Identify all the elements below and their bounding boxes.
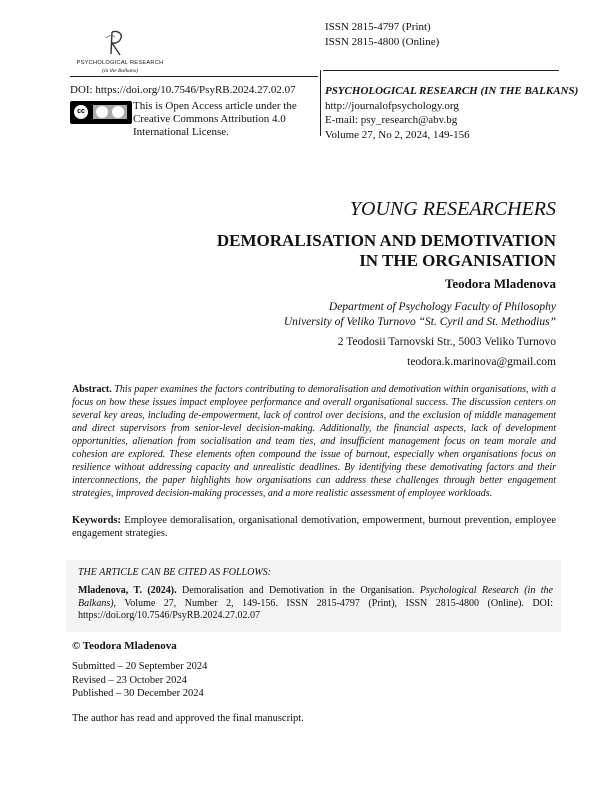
journal-email[interactable]: E-mail: psy_research@abv.bg (325, 114, 458, 126)
article-title-line-2: IN THE ORGANISATION (359, 251, 556, 270)
section-label: YOUNG RESEARCHERS (349, 198, 556, 220)
journal-logo-icon (100, 28, 130, 58)
citation-rest: Volume 27, Number 2, 149-156. ISSN 2815-4797 (Print), ISSN 2815-4800 (Online). DOI: https://doi.org/10.7546/PsyRB.2024.27.02.07 (78, 597, 553, 621)
author-address: 2 Teodosii Tarnovski Str., 5003 Veliko Turnovo (337, 336, 556, 348)
logo-name: PSYCHOLOGICAL RESEARCH (76, 60, 164, 66)
abstract (72, 383, 556, 500)
citation-text (78, 585, 553, 623)
keywords-label: Keywords: (72, 515, 121, 526)
by-icon (93, 105, 127, 119)
citation-author: Mladenova, T. (2024). (78, 585, 177, 596)
journal-logo (70, 28, 164, 80)
author-affiliation (284, 300, 556, 330)
issn-block (325, 20, 439, 50)
keywords-text: Employee demoralisation, organisational demotivation, empowerment, burnout prevention, employee engagement strategies. (72, 515, 556, 539)
abstract-text: This paper examines the factors contributing to demoralisation and demotivation within organisations, with a focus on how these issues impact employee performance and overall organisational success. The discussion centers on several key areas, including de-empowerment, lack of control over decisions, and the exclusion of middle management and direct supervisors from senior-level decision-making. Additionally, the financial aspects, lack of development opportunities, alienation from socialisation and team ties, and insufficient management focus on team morale and cohesion are explored. These elements often compound the issue of burnout, especially when organisations focus on resilience without addressing capacity and unrealistic deadlines. By identifying these demotivating factors and their interconnections, the paper highlights how organisations can address these challenges through better engagement strategies, improved decision-making processes, and a more realistic assessment of employee workloads. (72, 384, 557, 499)
journal-url[interactable]: http://journalofpsychology.org (325, 99, 459, 112)
issn-print: ISSN 2815-4797 (Print) (325, 21, 431, 33)
article-title (217, 231, 556, 271)
affiliation-line-2: University of Veliko Turnovo “St. Cyril and St. Methodius” (283, 316, 556, 328)
journal-info (325, 84, 578, 142)
date-revised: Revised – 23 October 2024 (72, 674, 187, 686)
author-name: Teodora Mladenova (444, 276, 556, 291)
date-published: Published – 30 December 2024 (72, 688, 204, 699)
affiliation-line-1: Department of Psychology Faculty of Philosophy (328, 301, 556, 313)
copyright: © Teodora Mladenova (72, 640, 177, 652)
journal-volume: Volume 27, No 2, 2024, 149-156 (325, 128, 470, 141)
cc-by-icon[interactable] (70, 101, 132, 124)
doi-link[interactable]: DOI: https://doi.org/10.7546/PsyRB.2024.27.02.07 (70, 84, 296, 96)
article-title-line-1: DEMORALISATION AND DEMOTIVATION (216, 231, 556, 250)
author-email[interactable]: teodora.k.marinova@gmail.com (407, 356, 556, 368)
citation-title: Demoralisation and Demotivation in the Organisation. (182, 585, 415, 596)
date-submitted: Submitted – 20 September 2024 (72, 661, 208, 672)
license-text: This is Open Access article under the Creative Commons Attribution 4.0 International License. (133, 100, 297, 138)
abstract-label: Abstract. (72, 384, 112, 395)
keywords (72, 514, 556, 540)
journal-title: PSYCHOLOGICAL RESEARCH (IN THE BALKANS) (325, 85, 579, 97)
issn-online: ISSN 2815-4800 (Online) (325, 36, 440, 48)
citation-heading: THE ARTICLE CAN BE CITED AS FOLLOWS: (78, 567, 271, 578)
logo-subtitle: (in the Balkans) (102, 68, 138, 74)
final-note: The author has read and approved the final manuscript. (72, 713, 304, 724)
cc-icon: cc (74, 105, 88, 119)
header-divider-right (323, 70, 559, 71)
header-divider-left (70, 76, 318, 77)
citation-journal: Psychological Research (in the Balkans), (78, 585, 553, 609)
article-dates (72, 660, 207, 701)
header-vertical-divider (320, 70, 321, 136)
